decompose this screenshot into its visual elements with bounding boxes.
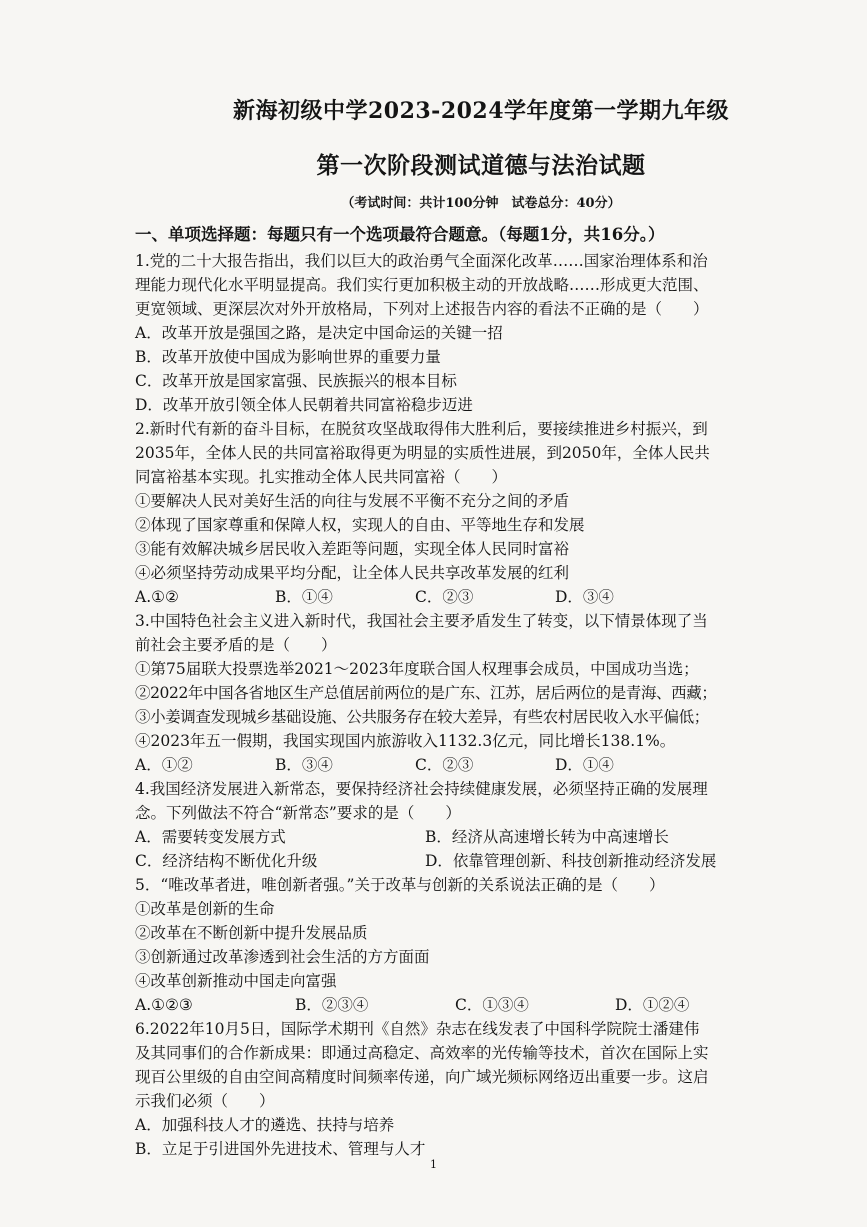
question-stem-line: 前社会主要矛盾的是（ ）: [135, 636, 337, 654]
option-c: C．改革开放是国家富强、民族振兴的根本目标: [135, 372, 457, 390]
statement-item: ③创新通过改革渗透到社会生活的方方面面: [135, 948, 430, 966]
question-stem-line: 4.我国经济发展进入新常态，要保持经济社会持续健康发展，必须坚持正确的发展理: [135, 780, 708, 798]
choice-d: D．①④: [555, 756, 614, 774]
question-stem-line: 5．“唯改革者进，唯创新者强。”关于改革与创新的关系说法正确的是（ ）: [135, 876, 665, 894]
option-d: D．改革开放引领全体人民朝着共同富裕稳步迈进: [135, 396, 473, 414]
question-stem-line: 同富裕基本实现。扎实推动全体人民共同富裕（ ）: [135, 468, 508, 486]
choice-d: D．③④: [555, 588, 614, 606]
question-stem-line: 念。下列做法不符合“新常态”要求的是（ ）: [135, 804, 461, 822]
option-b: B．经济从高速增长转为中高速增长: [425, 828, 669, 846]
question-stem-line: 6.2022年10月5日，国际学术期刊《自然》杂志在线发表了中国科学院院士潘建伟: [135, 1020, 700, 1038]
answer-choices: [135, 993, 827, 1017]
choice-c: C．①③④: [455, 996, 529, 1014]
answer-choices: [135, 585, 827, 609]
choice-a: A.①②: [135, 588, 179, 606]
question-1: [135, 249, 827, 417]
choice-d: D．①②④: [615, 996, 690, 1014]
statement-item: ①第75届联大投票选举2021～2023年度联合国人权理事会成员，中国成功当选；: [135, 660, 699, 678]
question-stem-line: 及其同事们的合作新成果：即通过高稳定、高效率的光传输等技术，首次在国际上实: [135, 1044, 709, 1062]
choice-c: C．②③: [415, 588, 474, 606]
choice-c: C．②③: [415, 756, 474, 774]
statement-item: ④改革创新推动中国走向富强: [135, 972, 337, 990]
page-number: 1: [430, 1158, 437, 1171]
question-stem-line: 更宽领域、更深层次对外开放格局，下列对上述报告内容的看法不正确的是（ ）: [135, 300, 709, 318]
answer-options-grid: [135, 825, 827, 873]
question-stem-line: 示我们必须（ ）: [135, 1092, 275, 1110]
question-stem-line: 3.中国特色社会主义进入新时代，我国社会主要矛盾发生了转变，以下情景体现了当: [135, 612, 708, 630]
option-a: A．改革开放是强国之路，是决定中国命运的关键一招: [135, 324, 503, 342]
question-stem-line: 1.党的二十大报告指出，我们以巨大的政治勇气全面深化改革……国家治理体系和治: [135, 252, 708, 270]
option-a: A．需要转变发展方式: [135, 828, 286, 846]
exam-title-line1: 新海初级中学2023-2024学年度第一学期九年级: [232, 98, 730, 124]
answer-choices: [135, 753, 827, 777]
option-b: B．立足于引进国外先进技术、管理与人才: [135, 1140, 426, 1158]
statement-item: ③小姜调查发现城乡基础设施、公共服务存在较大差异，有些农村居民收入水平偏低；: [135, 708, 709, 726]
choice-b: B．③④: [275, 756, 333, 774]
option-d: D．依靠管理创新、科技创新推动经济发展: [425, 852, 717, 870]
question-stem-line: 理能力现代化水平明显提高。我们实行更加积极主动的开放战略……形成更大范围、: [135, 276, 709, 294]
statement-item: ④必须坚持劳动成果平均分配，让全体人民共享改革发展的红利: [135, 564, 570, 582]
statement-item: ①要解决人民对美好生活的向往与发展不平衡不充分之间的矛盾: [135, 492, 570, 510]
question-4: [135, 777, 827, 873]
statement-item: ③能有效解决城乡居民收入差距等问题，实现全体人民同时富裕: [135, 540, 570, 558]
option-a: A．加强科技人才的遴选、扶持与培养: [135, 1116, 395, 1134]
section-heading: 一、单项选择题：每题只有一个选项最符合题意。（每题1分，共16分。）: [135, 225, 665, 244]
question-2: [135, 417, 827, 609]
choice-a: A.①②③: [135, 996, 193, 1014]
statement-item: ②体现了国家尊重和保障人权，实现人的自由、平等地生存和发展: [135, 516, 585, 534]
question-3: [135, 609, 827, 777]
statement-item: ②改革在不断创新中提升发展品质: [135, 924, 368, 942]
choice-a: A．①②: [135, 756, 193, 774]
statement-item: ①改革是创新的生命: [135, 900, 275, 918]
option-b: B．改革开放使中国成为影响世界的重要力量: [135, 348, 441, 366]
statement-item: ②2022年中国各省地区生产总值居前两位的是广东、江苏，居后两位的是青海、西藏；: [135, 684, 717, 702]
question-stem-line: 2.新时代有新的奋斗目标，在脱贫攻坚战取得伟大胜利后，要接续推进乡村振兴，到: [135, 420, 708, 438]
question-5: [135, 873, 827, 1017]
statement-item: ④2023年五一假期，我国实现国内旅游收入1132.3亿元，同比增长138.1%。: [135, 732, 676, 750]
question-stem-line: 2035年，全体人民的共同富裕取得更为明显的实质性进展，到2050年，全体人民共: [135, 444, 710, 462]
exam-title-line2: 第一次阶段测试道德与法治试题: [316, 152, 646, 179]
choice-b: B．①④: [275, 588, 333, 606]
choice-b: B．②③④: [295, 996, 369, 1014]
question-6: [135, 1017, 827, 1161]
option-c: C．经济结构不断优化升级: [135, 852, 318, 870]
exam-subtitle: （考试时间：共计100分钟 试卷总分：40分）: [341, 196, 621, 211]
question-stem-line: 现百公里级的自由空间高精度时间频率传递，向广域光频标网络迈出重要一步。这启: [135, 1068, 709, 1086]
